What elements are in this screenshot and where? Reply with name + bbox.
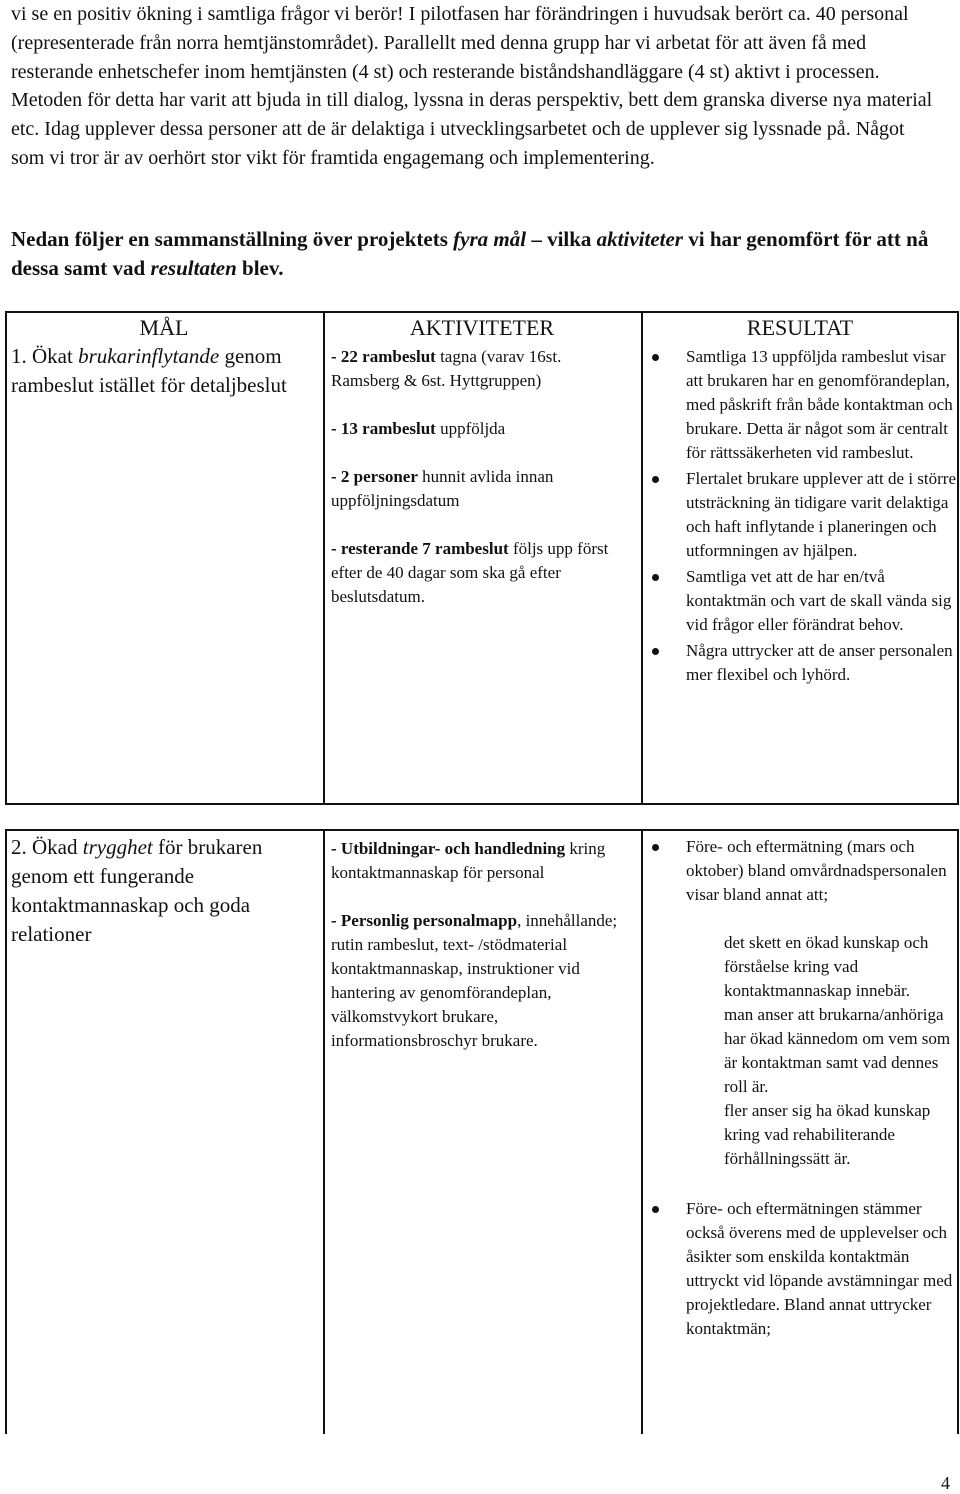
activity-item (331, 345, 631, 393)
heading-text: Nedan följer en sammanställning över projektets (11, 227, 454, 251)
heading-text: vi har genomfört för att nå dessa samt vad (11, 227, 929, 280)
activity-bold: - 22 rambeslut (331, 347, 436, 366)
activity-bold: - resterande 7 rambeslut (331, 539, 509, 558)
result-text: Samtliga vet att de har en/två kontaktmän och vart de skall vända sig vid frågor eller förändrat behov. (686, 567, 952, 634)
sub-result-item: fler anser sig ha ökad kunskap kring vad rehabiliterande förhållningssätt är. (724, 1101, 931, 1168)
result-item (686, 1197, 956, 1341)
activity-text: , innehållande; rutin rambeslut, text- /stödmaterial kontaktmannaskap, instruktioner vid hantering av genomförandeplan, välkomstvykort brukare, informationsbroschyr brukare. (331, 911, 618, 1050)
intro-sentence-1: vi se en positiv ökning i samtliga frågor vi berör! I pilotfasen har förändringen i huvudsak berört ca. 40 personal (representerade från norra hemtjänstområdet). Parallellt med denna grupp har vi arbetat för att även få med resterande enhetschefer inom hemtjänsten (4 st) och resterande biståndshandläggare (4 st) aktivt i processen. (11, 3, 909, 83)
goal-text: för brukaren genom ett fungerande kontaktmannaskap och goda relationer (11, 835, 263, 946)
table-header-row (5, 313, 959, 343)
heading-text: – vilka (526, 227, 597, 251)
results-cell (686, 835, 956, 1343)
sub-result-item: det skett en ökad kunskap och förståelse kring vad kontaktmannaskap innebär. (724, 933, 929, 1000)
goal-table-row-1 (5, 311, 959, 805)
activity-bold: - 2 personer (331, 467, 418, 486)
activity-item (331, 909, 631, 1053)
activity-text: tagna (varav 16st. Ramsberg & 6st. Hyttgruppen) (331, 347, 562, 390)
bullet-icon (652, 1206, 659, 1213)
heading-emphasis: aktiviteter (596, 227, 683, 251)
result-text: Samtliga 13 uppföljda rambeslut visar att brukaren har en genomförandeplan, med påskrift från både kontaktman och brukare. Detta är något som är centralt för rättssäkerheten vid rambeslut. (686, 347, 953, 462)
goal-text: genom rambeslut istället för detaljbeslut (11, 344, 287, 397)
activity-bold: - Utbildningar- och handledning (331, 839, 566, 858)
heading-emphasis: resultaten (150, 256, 237, 280)
activities-cell (331, 345, 631, 633)
goal-text: Ökad (26, 835, 83, 859)
result-item (686, 835, 956, 907)
page-number: 4 (941, 1473, 950, 1493)
activity-text: uppföljda (435, 419, 506, 438)
header-results: RESULTAT (746, 315, 854, 340)
activity-text: kring kontaktmannaskap för personal (331, 839, 606, 882)
activity-bold: - Personlig personalmapp (331, 911, 518, 930)
activities-cell (331, 837, 631, 1077)
goal-emphasis: trygghet (82, 835, 153, 859)
activity-item (331, 417, 631, 441)
result-item (686, 639, 956, 687)
header-goal: MÅL (139, 315, 189, 340)
goal-table-row-2 (5, 829, 959, 1434)
bullet-icon (652, 844, 659, 851)
result-item (686, 467, 956, 563)
activity-text: följs upp först efter de 40 dagar som ska gå efter beslutsdatum. (331, 539, 609, 606)
header-activities: AKTIVITETER (409, 315, 555, 340)
result-text: Före- och eftermätning (mars och oktober) bland omvårdnadspersonalen visar bland annat att; (686, 837, 947, 904)
activity-item (331, 465, 631, 513)
goal-cell (11, 342, 311, 400)
bullet-icon (652, 354, 659, 361)
result-text: Några uttrycker att de anser personalen mer flexibel och lyhörd. (686, 641, 953, 684)
activity-text: hunnit avlida innan uppföljningsdatum (331, 467, 554, 510)
intro-sentence-2: Metoden för detta har varit att bjuda in till dialog, lyssna in deras perspektiv, bett dem granska diverse nya material etc. Idag upplever dessa personer att de är delaktiga i utvecklingsarbetet och de upplever sig lyssnade på. Något som vi tror är av oerhört stor vikt för framtida engagemang och implementering. (11, 89, 933, 169)
goal-cell (11, 833, 316, 949)
summary-heading (11, 225, 941, 283)
bullet-icon (652, 648, 659, 655)
sub-result-item: man anser att brukarna/anhöriga har ökad kännedom om vem som är kontaktman samt vad dennes roll är. (724, 1005, 951, 1096)
sub-results (724, 931, 956, 1171)
result-text: Före- och eftermätningen stämmer också överens med de upplevelser och åsikter som enskilda kontaktmän uttryckt vid löpande avstämningar med projektledare. Bland annat uttrycker kontaktmän; (686, 1199, 953, 1338)
heading-text: blev. (236, 256, 284, 280)
activity-item (331, 837, 631, 885)
results-cell (686, 345, 956, 689)
heading-emphasis: fyra mål (453, 227, 527, 251)
result-text: Flertalet brukare upplever att de i större utsträckning än tidigare varit delaktiga och haft inflytande i planeringen och utformningen av hjälpen. (686, 469, 956, 560)
intro-paragraph (11, 0, 941, 173)
goal-text: Ökat (26, 344, 79, 368)
goal-number: 2. (11, 835, 27, 859)
activity-item (331, 537, 631, 609)
result-item (686, 345, 956, 465)
bullet-icon (652, 476, 659, 483)
result-item (686, 565, 956, 637)
bullet-icon (652, 574, 659, 581)
goal-number: 1. (11, 344, 27, 368)
goal-emphasis: brukarinflytande (78, 344, 220, 368)
activity-bold: - 13 rambeslut (331, 419, 436, 438)
